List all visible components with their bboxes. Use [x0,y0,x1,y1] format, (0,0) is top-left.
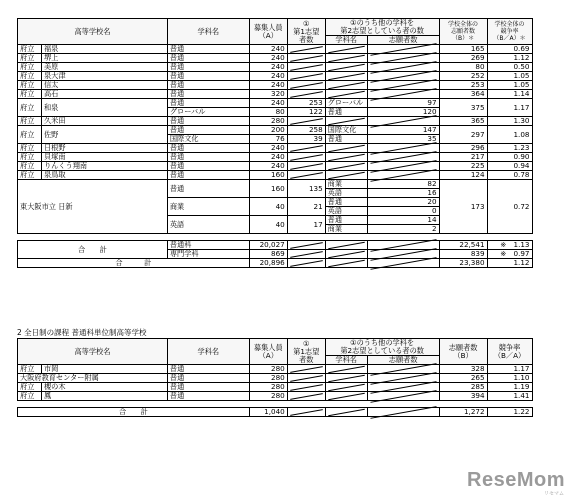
rate: 1.17 [487,99,532,117]
rate: 1.14 [487,90,532,99]
resemom-logo: ReseMom [467,469,565,491]
school-name: 大阪府教育センター附属 [18,374,168,383]
school-name: 美原 [41,63,167,72]
table-row [18,401,574,408]
second-count-blank [367,144,439,153]
second-count-blank [367,162,439,171]
course-name: 普通 [167,171,249,180]
school-pref: 府立 [18,365,42,374]
total-blank [287,408,325,417]
course-name: 普通 [167,144,249,153]
second-count-blank [367,81,439,90]
rate: 0.69 [487,45,532,54]
school-name: 貝塚南 [41,153,167,162]
rate: 1.10 [487,374,532,383]
capacity: 200 [249,126,287,135]
second-course-blank [325,392,367,401]
second-course-blank [325,144,367,153]
first-choice-blank [287,144,325,153]
total-blank [287,259,325,268]
school-pref: 府立 [18,392,42,401]
applicants: 173 [439,180,487,234]
col-header-first-choice: ① 第1志望 者数 [287,19,325,45]
school-pref: 府立 [18,72,42,81]
applicants: 285 [439,383,487,392]
applicants: 80 [439,63,487,72]
second-course: 商業 [325,225,367,234]
table-row [18,99,574,108]
total-applicants: 1,272 [439,408,487,417]
second-count: 16 [367,189,439,198]
resemom-logo-sub: リセマム [544,491,564,497]
school-name: 鳳 [41,392,167,401]
second-course-blank [325,63,367,72]
capacity: 240 [249,99,287,108]
first-choice-blank [287,90,325,99]
table-row [18,234,574,241]
second-course: 英語 [325,189,367,198]
col-header-sub-course: 学科名 [325,356,367,365]
second-count: 2 [367,225,439,234]
second-course-blank [325,171,367,180]
first-choice: 258 [287,126,325,135]
grand-total-applicants: 23,380 [439,259,487,268]
applicants: 365 [439,117,487,126]
course-name: 普通 [167,374,249,383]
spacer [18,401,574,408]
course-name: 普通 [167,117,249,126]
capacity: 160 [249,171,287,180]
applicants: 217 [439,153,487,162]
first-choice-blank [287,374,325,383]
first-choice: 21 [287,198,325,216]
second-course-blank [325,374,367,383]
table-2 [17,338,573,417]
school-name: 信太 [41,81,167,90]
total-applicants: 839 [439,250,487,259]
total-blank [367,250,439,259]
table-row [18,54,574,63]
second-count-blank [367,117,439,126]
second-count-blank [367,383,439,392]
applicants: 165 [439,45,487,54]
course-name: 普通 [167,392,249,401]
table-row [18,241,574,250]
school-name: りんくう翔南 [41,162,167,171]
table-row [18,63,574,72]
section-2-title: 2 全日制の課程 普通科単位制高等学校 [17,328,147,337]
table-row [18,45,574,54]
table-row [18,180,574,189]
course-name: 普通 [167,72,249,81]
capacity: 280 [249,365,287,374]
grand-total-rate: 1.12 [487,259,532,268]
first-choice-blank [287,392,325,401]
table-row [18,339,574,356]
second-count-blank [367,90,439,99]
total-label: 合 計 [18,408,250,417]
second-course: 普通 [325,135,367,144]
school-name: 久米田 [41,117,167,126]
first-choice: 253 [287,99,325,108]
school-name: 東大阪市立 日新 [18,180,168,234]
total-rate: ※ 1.13 [487,241,532,250]
first-choice-blank [287,45,325,54]
col-header-second-choice: ①のうち他の学科を 第2志望としている者の数 [325,19,439,36]
total-blank [287,250,325,259]
applicants: 296 [439,144,487,153]
second-count: 35 [367,135,439,144]
col-header-course: 学科名 [167,339,249,365]
second-count-blank [367,392,439,401]
capacity: 40 [249,198,287,216]
school-name: 佐野 [41,126,167,144]
second-course: 英語 [325,207,367,216]
school-pref: 府立 [18,126,42,144]
second-course-blank [325,90,367,99]
rate: 0.78 [487,171,532,180]
second-count-blank [367,54,439,63]
capacity: 280 [249,383,287,392]
first-choice-blank [287,81,325,90]
applicants: 328 [439,365,487,374]
first-choice: 135 [287,180,325,198]
school-pref: 府立 [18,383,42,392]
school-pref: 府立 [18,99,42,117]
capacity: 80 [249,108,287,117]
table-row [18,374,574,383]
school-name: 和泉 [41,99,167,117]
capacity: 240 [249,63,287,72]
col-header-second-choice: ①のうち他の学科を 第2志望としている者の数 [325,339,439,356]
applicants: 265 [439,374,487,383]
second-course: 商業 [325,180,367,189]
col-header-course: 学科名 [167,19,249,45]
second-course: 普通 [325,216,367,225]
rate: 1.12 [487,54,532,63]
course-name: 普通 [167,383,249,392]
school-pref: 府立 [18,63,42,72]
capacity: 240 [249,162,287,171]
school-pref: 府立 [18,45,42,54]
col-header-rate: 学校全体の 競争率 （B／A）＊ [487,19,532,45]
capacity: 240 [249,144,287,153]
second-count-blank [367,374,439,383]
applicants: 269 [439,54,487,63]
table-row [18,153,574,162]
col-header-rate: 競争率 （B／A） [487,339,532,365]
course-name: 普通 [167,365,249,374]
capacity: 160 [249,180,287,198]
second-course-blank [325,365,367,374]
col-header-school: 高等学校名 [18,19,168,45]
table-row [18,126,574,135]
table-row [18,81,574,90]
rate: 0.50 [487,63,532,72]
second-count: 14 [367,216,439,225]
first-choice-blank [287,63,325,72]
second-count-blank [367,72,439,81]
capacity: 76 [249,135,287,144]
total-rate: ※ 0.97 [487,250,532,259]
first-choice-blank [287,162,325,171]
applicants: 253 [439,81,487,90]
second-count: 0 [367,207,439,216]
course-name: グローバル [167,108,249,117]
rate: 0.72 [487,180,532,234]
school-pref: 府立 [18,90,42,99]
rate: 1.08 [487,126,532,144]
capacity: 280 [249,374,287,383]
second-count: 147 [367,126,439,135]
second-course: グローバル [325,99,367,108]
first-choice-blank [287,72,325,81]
total-blank [325,408,367,417]
capacity: 240 [249,153,287,162]
school-name: 市岡 [41,365,167,374]
total-capacity: 869 [249,250,287,259]
rate: 0.94 [487,162,532,171]
course-name: 普通 [167,180,249,198]
capacity: 240 [249,81,287,90]
applicants: 225 [439,162,487,171]
total-blank [287,241,325,250]
second-count: 20 [367,198,439,207]
second-course-blank [325,54,367,63]
applicants: 394 [439,392,487,401]
col-header-first-choice: ① 第1志望 者数 [287,339,325,365]
capacity: 280 [249,117,287,126]
table-row [18,259,574,268]
school-name: 福泉 [41,45,167,54]
grand-total-capacity: 20,896 [249,259,287,268]
second-count: 82 [367,180,439,189]
course-name: 普通 [167,99,249,108]
total-blank [325,241,367,250]
col-header-sub-count: 志願者数 [367,36,439,45]
applicants: 297 [439,126,487,144]
total-applicants: 22,541 [439,241,487,250]
school-name: 泉鳥取 [41,171,167,180]
first-choice-blank [287,383,325,392]
col-header-capacity: 募集人員 （A） [249,19,287,45]
total-blank [325,259,367,268]
capacity: 240 [249,45,287,54]
second-count: 120 [367,108,439,117]
total-blank [325,250,367,259]
school-pref: 府立 [18,54,42,63]
table-row [18,392,574,401]
second-course-blank [325,72,367,81]
rate: 1.19 [487,383,532,392]
rate: 0.90 [487,153,532,162]
applicants: 124 [439,171,487,180]
spacer [18,234,574,241]
second-course-blank [325,153,367,162]
capacity: 320 [249,90,287,99]
total-capacity: 20,027 [249,241,287,250]
course-name: 普通 [167,45,249,54]
school-pref: 府立 [18,171,42,180]
col-header-capacity: 募集人員 （A） [249,339,287,365]
total-course: 普通科 [167,241,249,250]
first-choice: 39 [287,135,325,144]
first-choice: 17 [287,216,325,234]
applicants: 252 [439,72,487,81]
rate: 1.23 [487,144,532,153]
table-row [18,19,574,36]
rate: 1.05 [487,81,532,90]
first-choice-blank [287,365,325,374]
table-row [18,365,574,374]
school-pref: 府立 [18,144,42,153]
table-row [18,72,574,81]
capacity: 280 [249,392,287,401]
capacity: 40 [249,216,287,234]
school-pref: 府立 [18,117,42,126]
second-course-blank [325,117,367,126]
first-choice-blank [287,117,325,126]
second-course-blank [325,383,367,392]
course-name: 普通 [167,153,249,162]
course-name: 普通 [167,63,249,72]
first-choice-blank [287,54,325,63]
school-pref: 府立 [18,153,42,162]
second-course-blank [325,162,367,171]
capacity: 240 [249,72,287,81]
school-pref: 府立 [18,81,42,90]
second-count-blank [367,63,439,72]
col-header-applicants: 志願者数 （B） [439,339,487,365]
total-label: 合 計 [18,241,168,259]
course-name: 普通 [167,54,249,63]
school-pref: 府立 [18,162,42,171]
grand-total-label: 合 計 [18,259,250,268]
school-name: 日根野 [41,144,167,153]
school-name: 高石 [41,90,167,99]
school-name: 堺上 [41,54,167,63]
second-course-blank [325,45,367,54]
rate: 1.30 [487,117,532,126]
second-count-blank [367,45,439,54]
rate: 1.17 [487,365,532,374]
col-header-applicants: 学校全体の 志願者数 （B）＊ [439,19,487,45]
applicants: 375 [439,99,487,117]
table-row [18,162,574,171]
course-name: 普通 [167,81,249,90]
school-name: 泉大津 [41,72,167,81]
second-course-blank [325,81,367,90]
first-choice: 122 [287,108,325,117]
col-header-sub-count: 志願者数 [367,356,439,365]
total-rate: 1.22 [487,408,532,417]
total-capacity: 1,040 [249,408,287,417]
rate: 1.41 [487,392,532,401]
table-row [18,90,574,99]
second-count-blank [367,153,439,162]
total-blank [367,408,439,417]
total-course: 専門学科 [167,250,249,259]
table-row [18,144,574,153]
rate: 1.05 [487,72,532,81]
school-name: 槻の木 [41,383,167,392]
second-count-blank [367,171,439,180]
total-blank [367,259,439,268]
table-row [18,171,574,180]
course-name: 普通 [167,126,249,135]
second-course: 普通 [325,198,367,207]
second-count-blank [367,365,439,374]
applicants: 364 [439,90,487,99]
course-name: 普通 [167,162,249,171]
second-course: 普通 [325,108,367,117]
table-row [18,117,574,126]
capacity: 240 [249,54,287,63]
course-name: 国際文化 [167,135,249,144]
second-course: 国際文化 [325,126,367,135]
col-header-school: 高等学校名 [18,339,168,365]
col-header-sub-course: 学科名 [325,36,367,45]
second-count: 97 [367,99,439,108]
course-name: 英語 [167,216,249,234]
table-row [18,383,574,392]
table-1 [17,18,573,268]
course-name: 商業 [167,198,249,216]
first-choice-blank [287,171,325,180]
course-name: 普通 [167,90,249,99]
table-row [18,408,574,417]
total-blank [367,241,439,250]
first-choice-blank [287,153,325,162]
